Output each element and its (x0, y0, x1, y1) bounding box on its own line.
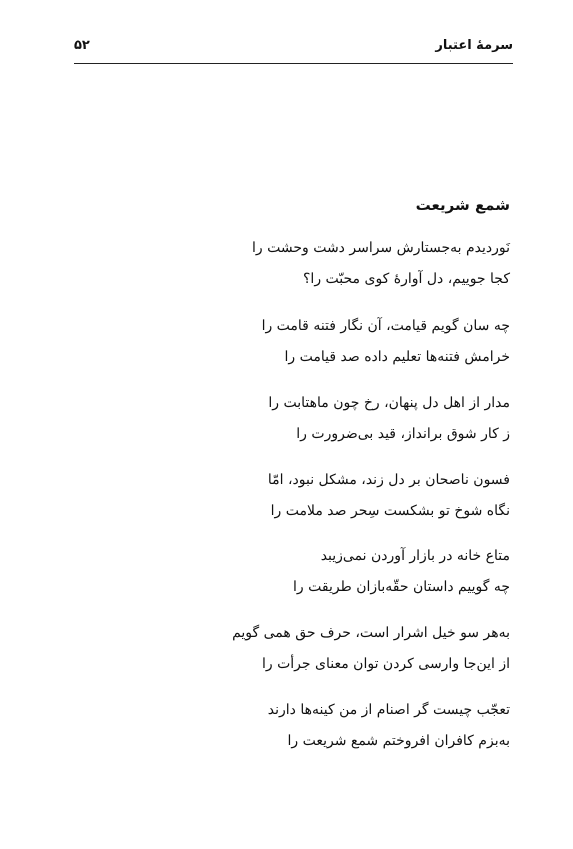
verse-line: چه سان گویم قیامت، آن نگار فتنه قامت را (261, 318, 510, 334)
verse-line: چه گوییم داستان حقّه‌بازان طریقت را (293, 579, 510, 595)
verse-line: نَوردیدم به‌جستارش سراسر دشت وحشت را (252, 240, 510, 256)
verse-line: متاع خانه در بازار آوردن نمی‌زیبد (320, 548, 510, 564)
page-header (74, 36, 513, 64)
running-head-title: سرمهٔ اعتبار (435, 38, 513, 53)
verse-line: به‌هر سو خیل اشرار است، حرف حق همی گویم (232, 625, 510, 641)
verse-line: ز کار شوق برانداز، قید بی‌ضرورت را (296, 426, 510, 442)
verse-line: کجا جوییم، دل آوارهٔ کوی محبّت را؟ (303, 271, 510, 287)
page-number: ۵۲ (74, 38, 90, 53)
verse-line: از این‌جا وارسی کردن توان معنای جرأت را (262, 656, 510, 672)
verse-line: نگاه شوخ تو بشکست سِحر صد ملامت را (270, 503, 510, 519)
header-rule (74, 63, 513, 64)
verse-line: فسون ناصحان بر دل زند، مشکل نبود، امّا (267, 472, 510, 488)
poem-title: شمع شریعت (415, 196, 510, 214)
verse-line: به‌بزم کافران افروختم شمع شریعت را (287, 733, 510, 749)
verse-line: تعجّب چیست گر اصنام از من کینه‌ها دارند (267, 702, 510, 718)
verse-line: مدار از اهل دل پنهان، رخ چون ماهتابت را (268, 395, 510, 411)
verse-line: خرامش فتنه‌ها تعلیم داده صد قیامت را (284, 349, 510, 365)
